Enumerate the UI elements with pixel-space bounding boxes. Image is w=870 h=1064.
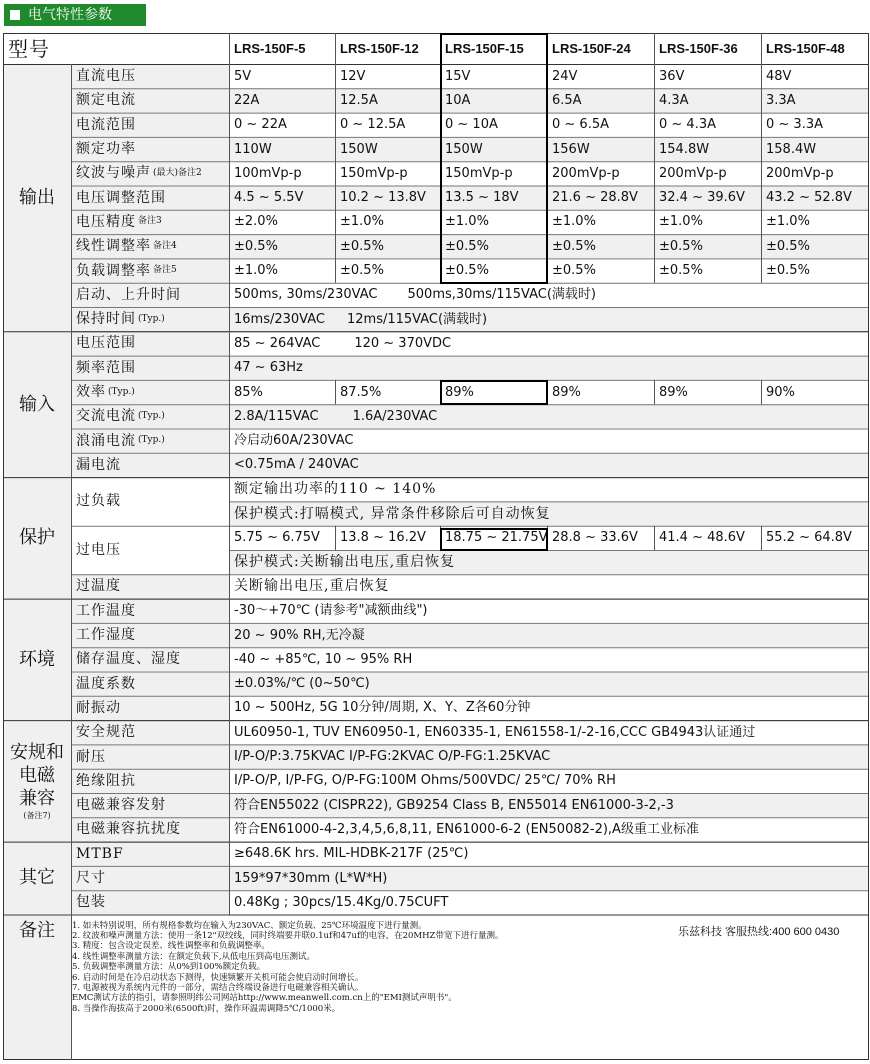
protection-overload-line2-text: 保护模式:打嗝模式, 异常条件移除后可自动恢复 <box>234 505 551 522</box>
output-ripple-val-6-text: 200mVp-p <box>766 165 834 181</box>
input-voltage_range-b: 120 ~ 370VDC <box>354 335 452 351</box>
input-ac_current-label-tag: (Typ.) <box>138 410 165 421</box>
output-voltage_tol-label-tag: 备注3 <box>138 216 162 227</box>
output-load_reg-val-4-text: ±0.5% <box>552 263 596 279</box>
output-load_reg-label-tag: 备注5 <box>153 265 177 276</box>
section-title: 电气特性参数 <box>28 7 112 23</box>
hotline-text: 乐兹科技 客服热线:400 600 0430 <box>678 925 840 938</box>
output-dc_voltage-val-3-text: 15V <box>445 68 471 84</box>
output-voltage_tol-val-2-text: ±1.0% <box>340 214 384 230</box>
output-voltage_adj-val-1-text: 4.5 ~ 5.5V <box>234 190 304 206</box>
output-ripple-label-text: 纹波与噪声 <box>76 165 151 182</box>
input-inrush-label-text: 浪涌电流 <box>76 432 136 449</box>
output-voltage_adj-val-6-text: 43.2 ~ 52.8V <box>766 190 852 206</box>
safety-emc_emission-value-text: 符合EN55022 (CISPR22), GB9254 Class B, EN55014 EN61000-3-2,-3 <box>234 797 674 813</box>
safety-isolation-value-text: I/P-O/P, I/P-FG, O/P-FG:100M Ohms/500VDC/ 25℃/ 70% RH <box>234 773 616 789</box>
env-storage-label-text: 储存温度、湿度 <box>76 651 181 668</box>
output-line_reg-val-4-text: ±0.5% <box>552 238 596 254</box>
output-hold_time-label-text: 保持时间 <box>76 311 136 328</box>
safety-standards-label-text: 安全规范 <box>76 724 136 741</box>
group-safety-note: (备注7) <box>23 810 51 820</box>
env-working_hum-label-text: 工作湿度 <box>76 627 136 644</box>
note-1: 1. 如未特别说明，所有规格参数均在输入为230VAC、额定负载、25℃环境温度下进行量测。 <box>72 920 427 931</box>
output-rated_power-val-4-text: 156W <box>552 141 590 157</box>
input-leakage-value-text: <0.75mA / 240VAC <box>234 457 359 473</box>
output-hold_time-a-text: 16ms/230VAC <box>234 311 325 327</box>
output-current_range-val-4-text: 0 ~ 6.5A <box>552 117 609 133</box>
output-load_reg-label-text: 负载调整率 <box>76 262 151 279</box>
safety-withstand-value-text: I/P-O/P:3.75KVAC I/P-FG:2KVAC O/P-FG:1.25KVAC <box>234 749 551 765</box>
output-load_reg-val-5-text: ±0.5% <box>659 263 703 279</box>
output-load_reg-val-3-text: ±0.5% <box>445 263 489 279</box>
group-output: 输出 <box>3 64 71 331</box>
group-notes: 备注 <box>3 915 71 1061</box>
input-ac_current-label-text: 交流电流 <box>76 408 136 425</box>
output-current_range-val-1-text: 0 ~ 22A <box>234 117 287 133</box>
note-5: 5. 负载调整率测量方法：从0%到100%额定负载。 <box>72 962 266 973</box>
other-packing-value-text: 0.48Kg ; 30pcs/15.4Kg/0.75CUFT <box>234 894 449 910</box>
input-leakage-label-text: 漏电流 <box>76 456 121 473</box>
env-vibration-value-text: 10 ~ 500Hz, 5G 10分钟/周期, X、Y、Z各60分钟 <box>234 700 531 716</box>
model-3-text: LRS-150F-15 <box>445 41 524 56</box>
table-grid <box>3 33 869 1061</box>
group-safety-line-3: 兼容 <box>19 788 55 810</box>
output-line_reg-val-3-text: ±0.5% <box>445 238 489 254</box>
output-load_reg-val-6-text: ±0.5% <box>766 263 810 279</box>
other-packing-label-text: 包装 <box>76 894 106 911</box>
output-voltage_tol-val-3-text: ±1.0% <box>445 214 489 230</box>
output-dc_voltage-val-4-text: 24V <box>552 68 578 84</box>
note-9: 8. 当操作海拔高于2000米(6500ft)时，操作环温需调降5℃/1000米。 <box>72 1003 341 1014</box>
output-dc_voltage-val-5-text: 36V <box>659 68 685 84</box>
input-efficiency-val-2-text: 87.5% <box>340 384 382 400</box>
safety-emc_emission-label-text: 电磁兼容发射 <box>76 797 166 814</box>
output-line_reg-val-5-text: ±0.5% <box>659 238 703 254</box>
output-voltage_adj-val-2-text: 10.2 ~ 13.8V <box>340 190 426 206</box>
output-setup_time-a-text: 500ms, 30ms/230VAC <box>234 287 378 303</box>
input-efficiency-val-4-text: 89% <box>552 384 581 400</box>
env-vibration-label-text: 耐振动 <box>76 699 121 716</box>
env-working_temp-value-text: -30～+70℃ (请参考"减额曲线") <box>234 603 428 619</box>
output-dc_voltage-val-6-text: 48V <box>766 68 792 84</box>
output-current_range-label-text: 电流范围 <box>76 116 136 133</box>
other-dimension-label-text: 尺寸 <box>76 870 106 887</box>
output-voltage_tol-val-4-text: ±1.0% <box>552 214 596 230</box>
input-inrush-value-text: 冷启动60A/230VAC <box>234 433 354 449</box>
other-mtbf-label-text: MTBF <box>76 845 124 862</box>
input-efficiency-val-5-text: 89% <box>659 384 688 400</box>
protection-overload-label-text: 过负载 <box>76 493 121 510</box>
output-voltage_tol-val-6-text: ±1.0% <box>766 214 810 230</box>
env-temp_coeff-value-text: ±0.03%/℃ (0~50℃) <box>234 676 370 692</box>
output-current_range-val-6-text: 0 ~ 3.3A <box>766 117 823 133</box>
model-6-text: LRS-150F-48 <box>766 41 845 56</box>
input-efficiency-val-3-text: 89% <box>445 384 474 400</box>
group-safety-line-1: 安规和 <box>10 741 64 763</box>
input-ac_current-b: 1.6A/230VAC <box>352 408 438 424</box>
output-rated_power-val-2-text: 150W <box>340 141 378 157</box>
model-label-text: 型号 <box>8 36 50 61</box>
model-1-text: LRS-150F-5 <box>234 41 306 56</box>
output-dc_voltage-val-2-text: 12V <box>340 68 366 84</box>
group-environment: 环境 <box>3 599 71 721</box>
other-dimension-value-text: 159*97*30mm (L*W*H) <box>234 870 388 886</box>
output-dc_voltage-val-1-text: 5V <box>234 68 252 84</box>
output-hold_time-b: 12ms/115VAC(满载时) <box>346 311 488 327</box>
output-ripple-val-1-text: 100mVp-p <box>234 165 302 181</box>
safety-emc_immunity-value-text: 符合EN61000-4-2,3,4,5,6,8,11, EN61000-6-2 (EN50082-2),A级重工业标准 <box>234 821 699 837</box>
input-inrush-label-tag: (Typ.) <box>138 435 165 446</box>
output-rated_power-val-6-text: 158.4W <box>766 141 817 157</box>
protection-ov-val-3-text: 18.75 ~ 21.75V <box>445 530 547 546</box>
note-3: 3. 精度：包含设定误差、线性调整率和负载调整率。 <box>72 941 270 952</box>
model-4-text: LRS-150F-24 <box>552 41 631 56</box>
input-voltage_range-label-text: 电压范围 <box>76 335 136 352</box>
input-ac_current-a-text: 2.8A/115VAC <box>234 408 319 424</box>
output-line_reg-val-2-text: ±0.5% <box>340 238 384 254</box>
env-working_hum-value-text: 20 ~ 90% RH,无冷凝 <box>234 627 365 643</box>
model-5-text: LRS-150F-36 <box>659 41 738 56</box>
output-dc_voltage-label-text: 直流电压 <box>76 68 136 85</box>
output-line_reg-val-1-text: ±0.5% <box>234 238 278 254</box>
output-rated_current-val-6-text: 3.3A <box>766 92 796 108</box>
output-rated_current-label-text: 额定电流 <box>76 92 136 109</box>
output-rated_power-val-1-text: 110W <box>234 141 272 157</box>
input-efficiency-val-1-text: 85% <box>234 384 263 400</box>
note-6: 6. 启动时间是在冷启动状态下测得，快速频繁开关机可能会使启动时间增长。 <box>72 972 364 983</box>
output-voltage_adj-label-text: 电压调整范围 <box>76 189 166 206</box>
note-4: 4. 线性调整率测量方法：在额定负载下,从低电压到高电压测试。 <box>72 951 316 962</box>
input-efficiency-val-6-text: 90% <box>766 384 795 400</box>
other-mtbf-value-text: ≥648.6K hrs. MIL-HDBK-217F (25℃) <box>234 846 469 862</box>
note-8: EMC测试方法的指引，请参照明纬公司网站http://www.meanwell.com.cn上的"EMI测试声明书"。 <box>72 993 457 1004</box>
safety-emc_immunity-label-text: 电磁兼容抗扰度 <box>76 821 181 838</box>
output-rated_power-val-5-text: 154.8W <box>659 141 710 157</box>
output-setup_time-b: 500ms,30ms/115VAC(满载时) <box>407 287 597 303</box>
output-ripple-label-tag: (最大)备注2 <box>153 167 202 178</box>
output-load_reg-val-2-text: ±0.5% <box>340 263 384 279</box>
output-setup_time-label-text: 启动、上升时间 <box>76 286 181 303</box>
square-icon <box>10 10 20 20</box>
note-7: 7. 电源被视为系统内元件的一部分，需结合终端设备进行电磁兼容相关确认。 <box>72 982 364 993</box>
output-rated_current-val-2-text: 12.5A <box>340 92 378 108</box>
input-frequency-label-text: 频率范围 <box>76 359 136 376</box>
protection-ov-val-6-text: 55.2 ~ 64.8V <box>766 530 852 546</box>
section-header <box>4 4 146 26</box>
protection-ov-val-4-text: 28.8 ~ 33.6V <box>552 530 638 546</box>
output-rated_current-val-1-text: 22A <box>234 92 260 108</box>
output-voltage_tol-val-1-text: ±2.0% <box>234 214 278 230</box>
model-2-text: LRS-150F-12 <box>340 41 419 56</box>
input-frequency-value-text: 47 ~ 63Hz <box>234 360 303 376</box>
protection-overload-line1-text: 额定输出功率的110 ~ 140% <box>234 481 437 498</box>
output-rated_current-val-4-text: 6.5A <box>552 92 582 108</box>
protection-overtemp-value-text: 关断输出电压,重启恢复 <box>234 578 390 595</box>
output-line_reg-label-tag: 备注4 <box>153 240 177 251</box>
protection-overvoltage-label-text: 过电压 <box>76 541 121 558</box>
group-protection: 保护 <box>3 477 71 599</box>
group-safety-line-2: 电磁 <box>19 764 55 786</box>
protection-overvoltage-line2-text: 保护模式:关断输出电压,重启恢复 <box>234 554 456 571</box>
env-temp_coeff-label-text: 温度系数 <box>76 675 136 692</box>
output-current_range-val-2-text: 0 ~ 12.5A <box>340 117 406 133</box>
safety-withstand-label-text: 耐压 <box>76 748 106 765</box>
safety-isolation-label-text: 绝缘阻抗 <box>76 772 136 789</box>
output-current_range-val-5-text: 0 ~ 4.3A <box>659 117 716 133</box>
env-storage-value-text: -40 ~ +85℃, 10 ~ 95% RH <box>234 651 413 667</box>
output-ripple-val-5-text: 200mVp-p <box>659 165 727 181</box>
output-rated_current-val-3-text: 10A <box>445 92 471 108</box>
output-ripple-val-2-text: 150mVp-p <box>340 165 408 181</box>
input-efficiency-label-tag: (Typ.) <box>108 386 135 397</box>
env-working_temp-label-text: 工作温度 <box>76 602 136 619</box>
output-voltage_adj-val-5-text: 32.4 ~ 39.6V <box>659 190 745 206</box>
output-rated_current-val-5-text: 4.3A <box>659 92 689 108</box>
output-ripple-val-3-text: 150mVp-p <box>445 165 513 181</box>
note-2: 2. 纹波和噪声测量方法：使用一条12"双绞线，同时终端要并联0.1uf和47uf的电容，在20MHZ带宽下进行量测。 <box>72 930 504 941</box>
output-current_range-val-3-text: 0 ~ 10A <box>445 117 498 133</box>
output-voltage_tol-label-text: 电压精度 <box>76 213 136 230</box>
output-line_reg-label-text: 线性调整率 <box>76 238 151 255</box>
output-voltage_adj-val-4-text: 21.6 ~ 28.8V <box>552 190 638 206</box>
output-ripple-val-4-text: 200mVp-p <box>552 165 620 181</box>
protection-overtemp-label-text: 过温度 <box>76 578 121 595</box>
output-rated_power-label-text: 额定功率 <box>76 141 136 158</box>
output-hold_time-label-tag: (Typ.) <box>138 313 165 324</box>
notes-list <box>72 921 862 1015</box>
input-efficiency-label-text: 效率 <box>76 384 106 401</box>
output-rated_power-val-3-text: 150W <box>445 141 483 157</box>
input-voltage_range-a-text: 85 ~ 264VAC <box>234 335 321 351</box>
protection-ov-val-1-text: 5.75 ~ 6.75V <box>234 530 320 546</box>
protection-ov-val-2-text: 13.8 ~ 16.2V <box>340 530 426 546</box>
output-voltage_adj-val-3-text: 13.5 ~ 18V <box>445 190 519 206</box>
output-line_reg-val-6-text: ±0.5% <box>766 238 810 254</box>
output-voltage_tol-val-5-text: ±1.0% <box>659 214 703 230</box>
protection-ov-val-5-text: 41.4 ~ 48.6V <box>659 530 745 546</box>
output-load_reg-val-1-text: ±1.0% <box>234 263 278 279</box>
safety-standards-value-text: UL60950-1, TUV EN60950-1, EN60335-1, EN61558-1/-2-16,CCC GB4943认证通过 <box>234 724 756 740</box>
group-input: 输入 <box>3 331 71 477</box>
group-other: 其它 <box>3 842 71 915</box>
